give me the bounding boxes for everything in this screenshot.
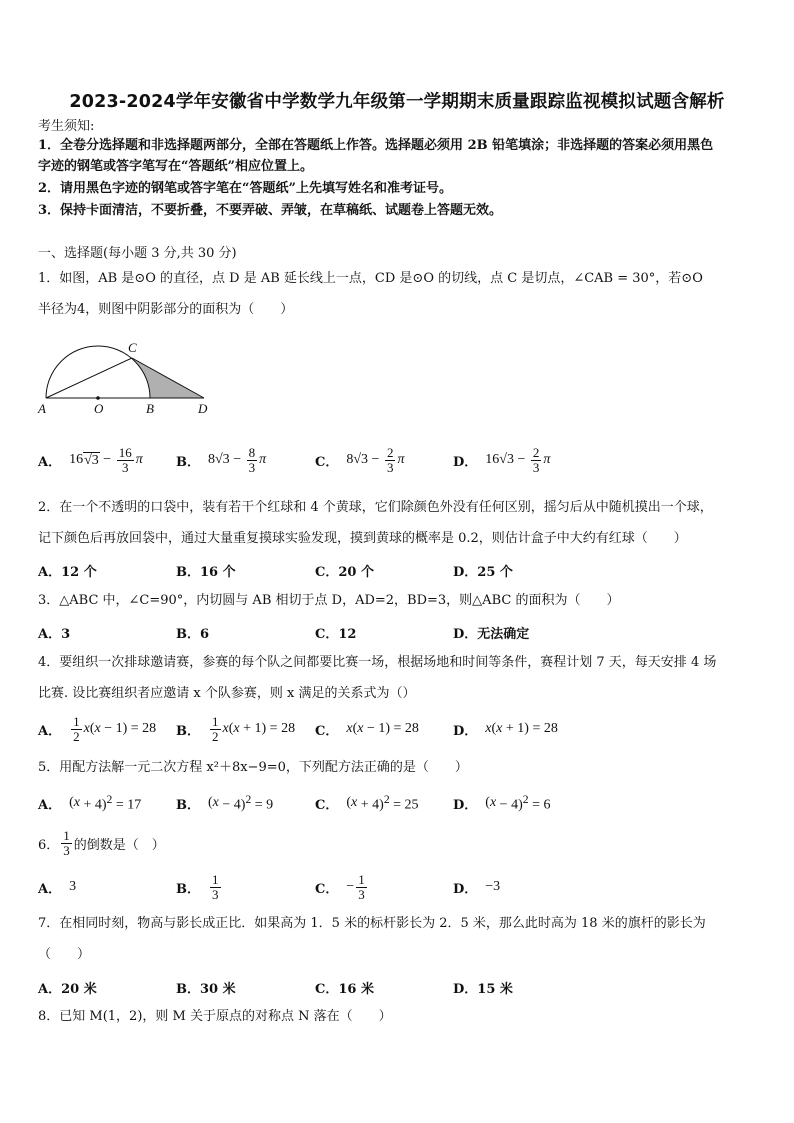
q2-stem-line1: 2．在一个不透明的口袋中，装有若干个红球和 4 个黄球，它们除颜色外没有任何区别，摇匀后从中随机摸出一个球， <box>38 500 713 515</box>
notice-item-1: 1．全卷分选择题和非选择题两部分，全部在答题纸上作答。选择题必须用 2B 铅笔填涂；非选择题的答案必须用黑色 <box>38 138 714 153</box>
q1-stem-line1: 1．如图，AB 是⊙O 的直径，点 D 是 AB 延长线上一点，CD 是⊙O 的切线，点 C 是切点，∠CAB = 30°，若⊙O <box>38 271 703 286</box>
q4-stem-line1: 4．要组织一次排球邀请赛，参赛的每个队之间都要比赛一场，根据场地和时间等条件，赛程计划 7 天，每天安排 4 场 <box>38 655 717 670</box>
q4-option-c[interactable]: C． x ( x − 1) = 28 <box>315 721 419 739</box>
q6-number: 6． <box>38 837 60 853</box>
q1-option-a[interactable]: A． 16 √3 − $\frac{16}{3}$ π <box>38 444 143 475</box>
q7-options <box>38 972 758 1002</box>
q4-option-a[interactable]: A． $\frac{1}{2}$ x ( x − 1) = 28 <box>38 713 157 744</box>
q6-options <box>38 872 758 902</box>
page-title: 2023-2024学年安徽省中学数学九年级第一学期期末质量跟踪监视模拟试题含解析 <box>69 92 725 112</box>
q4-option-b[interactable]: B． $\frac{1}{2}$ x ( x + 1) = 28 <box>176 713 296 744</box>
q7-stem-line2: （ ） <box>38 947 91 962</box>
q1-options <box>38 445 758 475</box>
q6-option-b[interactable]: B． $\frac{1}{3}$ <box>176 871 219 902</box>
notice-heading: 考生须知: <box>38 119 95 134</box>
q3-stem: 3．△ABC 中，∠C=90°，内切圆与 AB 相切于点 D，AD=2，BD=3，则△ABC 的面积为（ ） <box>38 593 620 608</box>
q4-option-d[interactable]: D． x ( x + 1) = 28 <box>453 721 558 739</box>
q2-option-d[interactable]: D．25 个 <box>453 564 513 580</box>
notice-item-1-cont: 字迹的钢笔或答字笔写在“答题纸”相应位置上。 <box>38 159 313 174</box>
label-d: D <box>198 401 208 416</box>
label-c: C <box>128 340 137 355</box>
label-o: O <box>94 401 104 416</box>
label-a: A <box>38 401 46 416</box>
q6-option-d[interactable]: D． −3 <box>453 879 501 897</box>
notice-item-3: 3．保持卡面清洁，不要折叠，不要弄破、弄皱，在草稿纸、试题卷上答题无效。 <box>38 203 503 218</box>
q5-option-a[interactable]: A． ( x + 4)$^2$ = 17 <box>38 792 142 813</box>
q3-options <box>38 617 758 647</box>
section-heading: 一、选择题(每小题 3 分,共 30 分) <box>38 246 237 261</box>
q7-option-d[interactable]: D．15 米 <box>453 981 513 997</box>
notice-item-2: 2．请用黑色字迹的钢笔或答字笔在“答题纸”上先填写姓名和准考证号。 <box>38 181 453 196</box>
q8-stem: 8．已知 M(1，2)，则 M 关于原点的对称点 N 落在（ ） <box>38 1009 392 1024</box>
q2-stem-line2: 记下颜色后再放回袋中，通过大量重复摸球实验发现，摸到黄球的概率是 0.2，则估计盒子中大约有红球（ ） <box>38 531 687 546</box>
q1-figure <box>36 338 216 416</box>
q6-stem: 6． $\frac{1}{3}$ 的倒数是（ ） <box>38 827 165 858</box>
q5-option-b[interactable]: B． ( x − 4)$^2$ = 9 <box>176 792 274 813</box>
q6-option-c[interactable]: C． − $\frac{1}{3}$ <box>315 871 365 902</box>
q2-option-b[interactable]: B．16 个 <box>176 564 236 580</box>
q1-option-b[interactable]: B． 8 √3 − $\frac{8}{3}$ π <box>176 444 267 475</box>
q3-option-d[interactable]: D．无法确定 <box>453 626 530 642</box>
center-point <box>96 396 100 400</box>
q2-options <box>38 555 758 585</box>
q1-stem-line2: 半径为4，则图中阴影部分的面积为（ ） <box>38 302 294 317</box>
q7-option-b[interactable]: B．30 米 <box>176 981 236 997</box>
q2-option-c[interactable]: C．20 个 <box>315 564 374 580</box>
q5-option-c[interactable]: C． ( x + 4)$^2$ = 25 <box>315 792 419 813</box>
q1-option-c[interactable]: C． 8 √3 − $\frac{2}{3}$ π <box>315 444 405 475</box>
q7-stem-line1: 7．在相同时刻，物高与影长成正比．如果高为 1．5 米的标杆影长为 2．5 米，那么此时高为 18 米的旗杆的影长为 <box>38 916 706 931</box>
q4-options <box>38 714 758 744</box>
label-b: B <box>146 401 154 416</box>
q3-option-b[interactable]: B．6 <box>176 626 210 642</box>
q3-option-a[interactable]: A．3 <box>38 626 71 642</box>
q1-option-d[interactable]: D． 16 √3 − $\frac{2}{3}$ π <box>453 444 551 475</box>
q4-stem-line2: 比赛. 设比赛组织者应邀请 x 个队参赛，则 x 满足的关系式为（） <box>38 686 416 701</box>
q3-option-c[interactable]: C．12 <box>315 626 357 642</box>
q7-option-c[interactable]: C．16 米 <box>315 981 374 997</box>
q2-option-a[interactable]: A．12 个 <box>38 564 97 580</box>
q5-options <box>38 788 758 818</box>
q6-option-a[interactable]: A． 3 <box>38 879 77 897</box>
q6-stem-text: 的倒数是（ ） <box>73 837 165 853</box>
q5-stem: 5．用配方法解一元二次方程 x²＋8x−9=0，下列配方法正确的是（ ） <box>38 760 468 775</box>
q7-option-a[interactable]: A．20 米 <box>38 981 97 997</box>
q5-option-d[interactable]: D． ( x − 4)$^2$ = 6 <box>453 792 551 813</box>
